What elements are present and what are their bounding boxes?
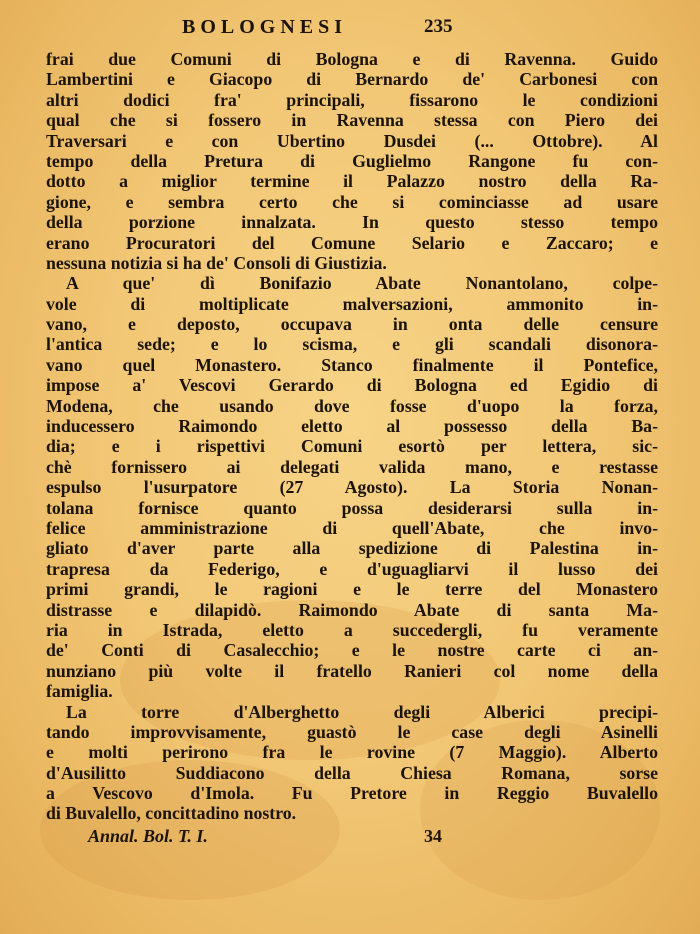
text-line: tempo della Pretura di Guglielmo Rangone fu con-	[46, 150, 658, 171]
text-line: A que' dì Bonifazio Abate Nonantolano, colpe-	[66, 273, 658, 294]
text-line: primi grandi, le ragioni e le terre del Monastero	[46, 579, 658, 600]
text-line: altri dodici fra' principali, fissarono le condizioni	[46, 89, 658, 110]
text-line: d'Ausilitto Suddiacono della Chiesa Romana, sorse	[46, 762, 658, 783]
paragraph	[46, 273, 658, 701]
text-line: gliato d'aver parte alla spedizione di Palestina in-	[46, 538, 658, 559]
page-number: 235	[424, 16, 453, 37]
running-head: BOLOGNESI	[182, 16, 348, 38]
text-line: vano, e deposto, occupava in onta delle censure	[46, 314, 658, 335]
text-line: nessuna notizia si ha de' Consoli di Giustizia.	[46, 252, 387, 273]
text-line: frai due Comuni di Bologna e di Ravenna. Guido	[46, 49, 658, 69]
text-line: dia; e i rispettivi Comuni esortò per lettera, sic-	[46, 436, 658, 457]
text-line: Lambertini e Giacopo di Bernardo de' Carbonesi con	[46, 69, 658, 90]
paragraph	[46, 49, 658, 273]
text-line: tolana fornisce quanto possa desiderarsi sulla in-	[46, 497, 658, 518]
text-line: tando improvvisamente, guastò le case degli Asinelli	[46, 721, 658, 742]
page-header	[0, 12, 700, 42]
text-line: della porzione innalzata. In questo stesso tempo	[46, 212, 658, 233]
body-text	[46, 49, 658, 824]
text-line: de' Conti di Casalecchio; e le nostre carte ci an-	[46, 640, 658, 661]
text-line: trapresa da Federigo, e d'uguagliarvi il lusso dei	[46, 558, 658, 579]
text-line: erano Procuratori del Comune Selario e Zaccaro; e	[46, 232, 658, 253]
signature-number: 34	[424, 826, 442, 846]
text-line: nunziano più volte il fratello Ranieri col nome della	[46, 660, 658, 681]
text-line: qual che si fossero in Ravenna stessa con Piero dei	[46, 110, 658, 131]
text-line: Traversari e con Ubertino Dusdei (... Ottobre). Al	[46, 130, 658, 151]
text-line: distrasse e dilapidò. Raimondo Abate di santa Ma-	[46, 599, 658, 620]
text-line: chè fornissero ai delegati valida mano, e restasse	[46, 456, 658, 477]
text-line: felice amministrazione di quell'Abate, che invo-	[46, 517, 658, 538]
signature-mark: Annal. Bol. T. I.	[88, 826, 208, 846]
text-line: l'antica sede; e lo scisma, e gli scandali disonora-	[46, 334, 658, 355]
text-line: vano quel Monastero. Stanco finalmente il Pontefice,	[46, 354, 658, 375]
text-line: vole di moltiplicate malversazioni, ammonito in-	[46, 293, 658, 314]
text-line: La torre d'Alberghetto degli Alberici precipi-	[66, 701, 658, 722]
page-footer	[0, 826, 700, 852]
text-line: espulso l'usurpatore (27 Agosto). La Storia Nonan-	[46, 477, 658, 498]
text-line: dotto a miglior termine il Palazzo nostro della Ra-	[46, 171, 658, 192]
text-line: e molti perirono fra le rovine (7 Maggio). Alberto	[46, 742, 658, 763]
text-line: Modena, che usando dove fosse d'uopo la forza,	[46, 395, 658, 416]
text-line: di Buvalello, concittadino nostro.	[46, 803, 297, 824]
text-line: a Vescovo d'Imola. Fu Pretore in Reggio Buvalello	[46, 783, 658, 804]
text-line: impose a' Vescovi Gerardo di Bologna ed Egidio di	[46, 375, 658, 396]
text-line: inducessero Raimondo eletto al possesso della Ba-	[46, 416, 658, 437]
paragraph	[46, 702, 658, 824]
text-line: famiglia.	[46, 681, 113, 702]
text-line: gione, e sembra certo che si cominciasse ad usare	[46, 191, 658, 212]
text-line: ria in Istrada, eletto a succedergli, fu veramente	[46, 619, 658, 640]
